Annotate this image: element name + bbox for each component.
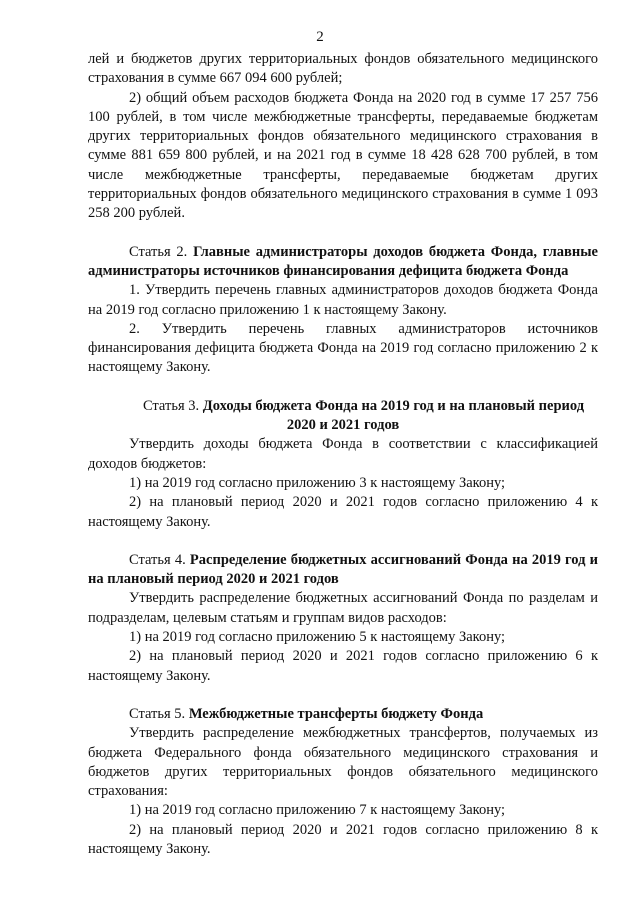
article-2-paragraph-2: 2. Утвердить перечень главных администраторов источников финансирования дефицита бюджета Фонда на 2019 год согласно приложению 2 к настоящему Закону.	[88, 320, 598, 376]
page-number: 2	[316, 29, 324, 45]
article-5-paragraph-1: Утвердить распределение межбюджетных трансфертов, получаемых из бюджета Федерального фонда обязательного медицинского страхования и бюджетов других территориальных фондов обязательного медицинского страхования:	[88, 725, 598, 800]
article-4-heading: Распределение бюджетных ассигнований Фонда на 2019 год и на плановый период 2020 и 2021 годов	[88, 551, 598, 588]
intro-item-2: 2) общий объем расходов бюджета Фонда на 2020 год в сумме 17 257 756 100 рублей, в том числе межбюджетные трансферты, передаваемые бюджетам других территориальных фондов обязательного медицинского страхования в сумме 881 659 800 рублей, и на 2021 год в сумме 18 428 628 700 рублей, в том числе межбюджетные трансферты, передаваемые бюджетам других территориальных фондов обязательного медицинского страхования в сумме 1 093 258 200 рублей.	[88, 89, 598, 222]
article-4-title	[88, 551, 598, 590]
article-2-title	[88, 243, 598, 282]
intro-continuation: лей и бюджетов других территориальных фондов обязательного медицинского страхования в сумме 667 094 600 рублей;	[88, 51, 598, 87]
article-3-paragraph-3: 2) на плановый период 2020 и 2021 годов согласно приложению 4 к настоящему Закону.	[88, 494, 598, 530]
article-5-paragraph-3: 2) на плановый период 2020 и 2021 годов согласно приложению 8 к настоящему Закону.	[88, 821, 598, 857]
article-2-label: Статья 2.	[129, 243, 188, 260]
article-5-heading: Межбюджетные трансферты бюджету Фонда	[188, 705, 484, 722]
article-3-paragraph-2: 1) на 2019 год согласно приложению 3 к настоящему Закону;	[129, 474, 506, 491]
article-2-paragraph-1: 1. Утвердить перечень главных администраторов доходов бюджета Фонда на 2019 год согласно приложению 1 к настоящему Закону.	[88, 282, 598, 318]
article-5-paragraph-2: 1) на 2019 год согласно приложению 7 к настоящему Закону;	[129, 802, 506, 819]
article-3-title	[88, 397, 598, 436]
article-2-heading: Главные администраторы доходов бюджета Фонда, главные администраторы источников финансирования дефицита бюджета Фонда	[88, 243, 598, 279]
article-3-paragraph-1: Утвердить доходы бюджета Фонда в соответствии с классификацией доходов бюджетов:	[88, 436, 598, 472]
article-4-paragraph-1: Утвердить распределение бюджетных ассигнований Фонда по разделам и подразделам, целевым статьям и группам видов расходов:	[88, 590, 598, 626]
article-3-label: Статья 3.	[142, 397, 200, 414]
article-5-label: Статья 5.	[129, 705, 186, 722]
document-body	[88, 50, 598, 859]
article-4-paragraph-2: 1) на 2019 год согласно приложению 5 к настоящему Закону;	[129, 629, 506, 646]
article-3-heading: Доходы бюджета Фонда на 2019 год и на плановый период 2020 и 2021 годов	[202, 397, 585, 434]
article-4-label: Статья 4.	[129, 551, 186, 568]
article-4-paragraph-3: 2) на плановый период 2020 и 2021 годов согласно приложению 6 к настоящему Закону.	[88, 648, 598, 684]
article-5-title	[88, 705, 598, 724]
